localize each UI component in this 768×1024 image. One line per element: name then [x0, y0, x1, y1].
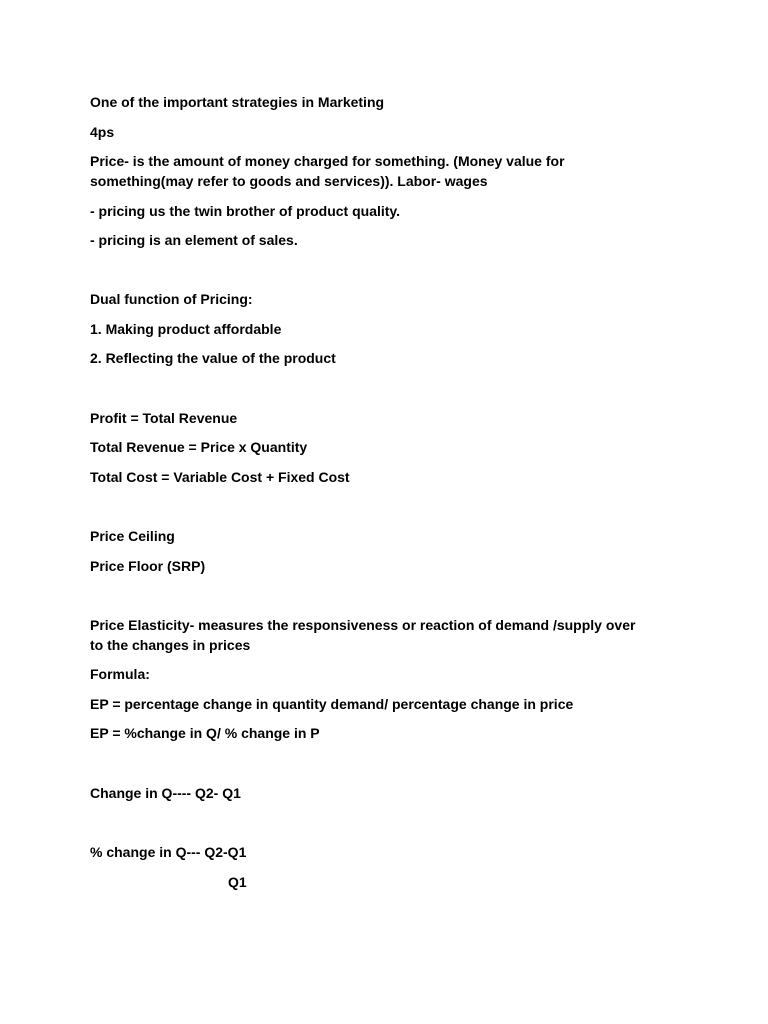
profit-line: Profit = Total Revenue	[90, 410, 238, 426]
formula-label: Formula:	[90, 666, 150, 682]
price-definition-line-2: something(may refer to goods and services)). Labor- wages	[90, 173, 488, 189]
total-cost-line: Total Cost = Variable Cost + Fixed Cost	[90, 469, 350, 485]
fourps-line: 4ps	[90, 124, 115, 140]
price-ceiling-line: Price Ceiling	[90, 528, 175, 544]
ep-formula-line-1: EP = percentage change in quantity demand/ percentage change in price	[90, 696, 574, 712]
denominator-q1: Q1	[228, 874, 247, 890]
intro-line: One of the important strategies in Marketing	[90, 94, 385, 110]
price-floor-line: Price Floor (SRP)	[90, 558, 206, 574]
ep-formula-line-2: EP = %change in Q/ % change in P	[90, 725, 320, 741]
dual-function-item-2: 2. Reflecting the value of the product	[90, 350, 336, 366]
pricing-twin-line: - pricing us the twin brother of product quality.	[90, 203, 401, 219]
price-definition-line-1: Price- is the amount of money charged for something. (Money value for	[90, 153, 565, 169]
percent-change-in-q-line: % change in Q--- Q2-Q1	[90, 844, 247, 860]
dual-function-heading: Dual function of Pricing:	[90, 291, 253, 307]
total-revenue-line: Total Revenue = Price x Quantity	[90, 439, 308, 455]
elasticity-line-1: Price Elasticity- measures the responsiveness or reaction of demand /supply over	[90, 617, 636, 633]
dual-function-item-1: 1. Making product affordable	[90, 321, 282, 337]
change-in-q-line: Change in Q---- Q2- Q1	[90, 785, 241, 801]
elasticity-line-2: to the changes in prices	[90, 637, 251, 653]
pricing-element-line: - pricing is an element of sales.	[90, 232, 298, 248]
